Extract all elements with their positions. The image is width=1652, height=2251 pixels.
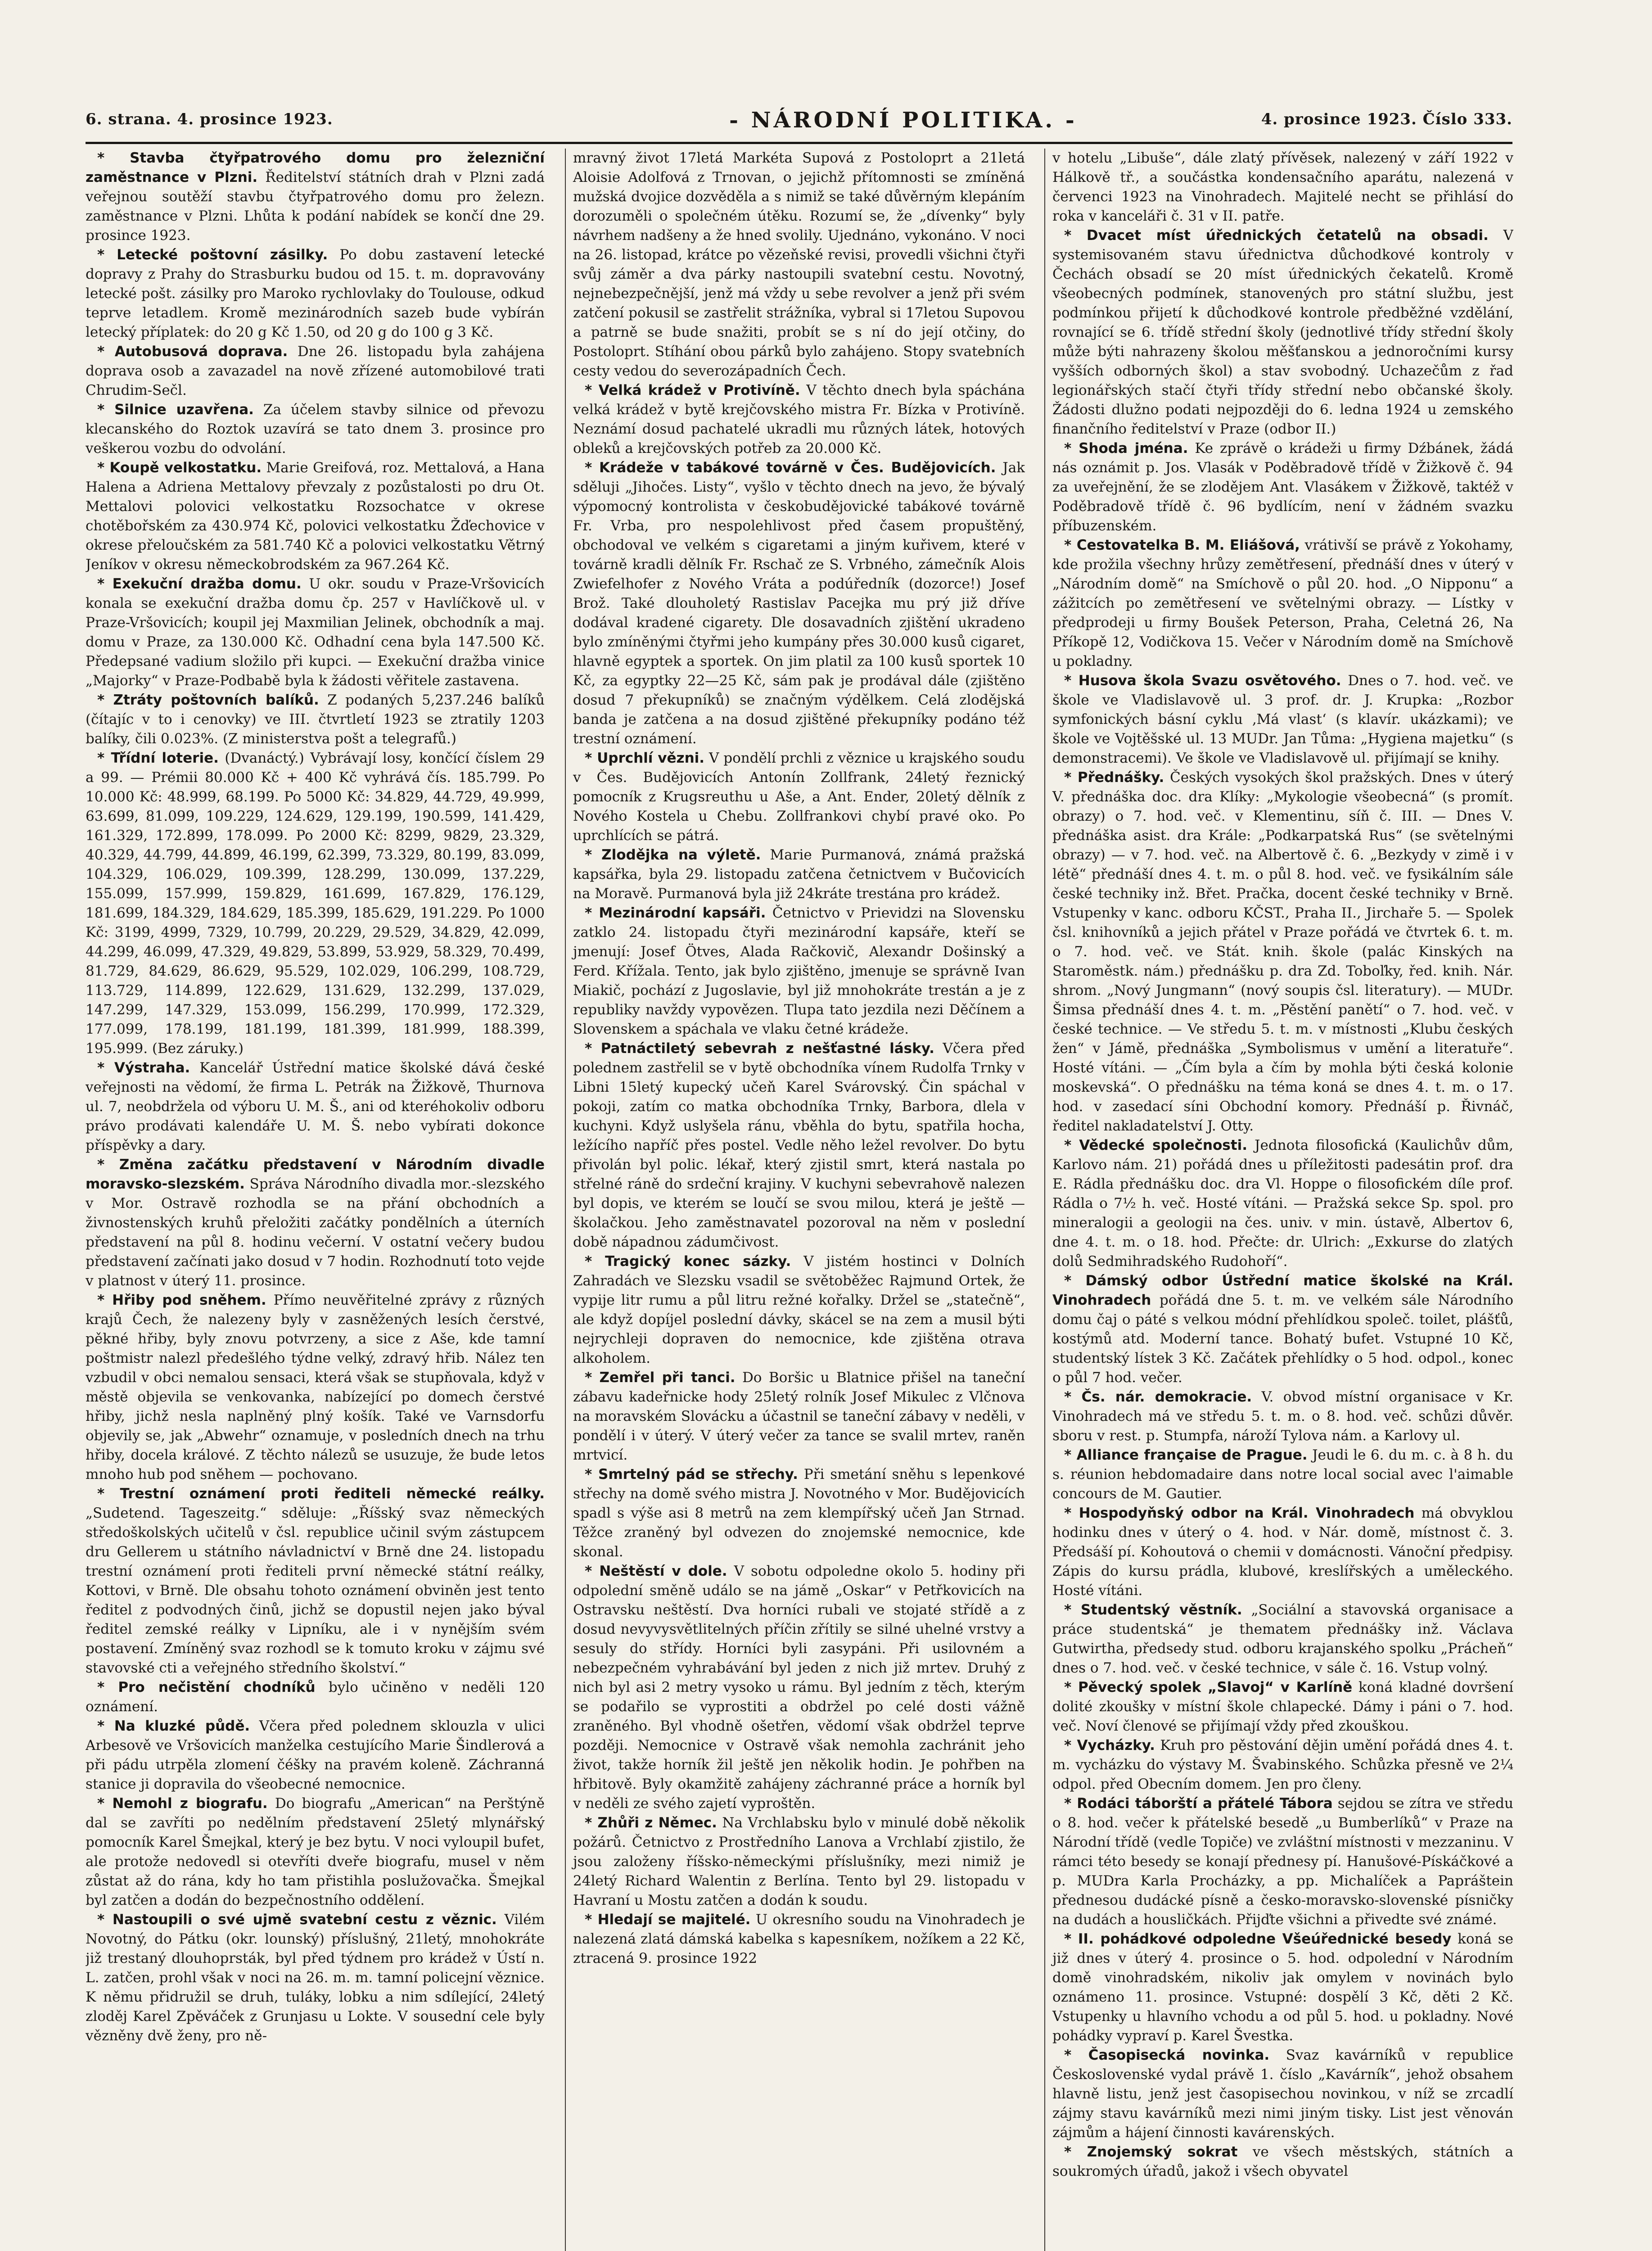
news-item (86, 1155, 545, 1291)
news-item (573, 1252, 1025, 1368)
news-item-body: sejdou se zítra ve středu o 8. hod. večer k přátelské besedě „u Bumberlíků“ v Praze na Národní třídě (vedle Topiče) ve zvláštní místnosti v mezzaninu. V rámci této besedy se konají přednesy pí. Hanušové-Pískáčkové a p. MUDra Karla Procházky, a pp. Michalíček a Papráštein přednesou dudácké písně a česko-moravsko-slovenské písničky na dudách a housličkách. Přijďte všichni a přivedte své známé. (1052, 1795, 1513, 1928)
news-item-headline: * Čs. nár. demokracie. (1064, 1389, 1252, 1405)
news-item (86, 400, 545, 458)
news-item-body: vrátivší se právě z Yokohamy, kde prožila všechny hrůzy zemětřesení, přednáší dnes v úterý v „Národním domě“ na Smíchově o půl 20. hod. „O Nipponu“ a zážitcích po zemětřesení ve světelnými obrazy. — Lístky v předprodeji u firmy Boušek Peterson, Praha, Celetná 26, Na Příkopě 12, Vodičkova 15. Večer v Národním domě na Smíchově u pokladny. (1052, 537, 1513, 669)
news-item-headline: * Mezinárodní kapsáři. (585, 905, 766, 921)
news-item-headline: * Změna začátku představení v Národním divadle moravsko-slezském. (86, 1157, 545, 1192)
news-item (86, 1910, 545, 2046)
news-item-headline: * Smrtelný pád se střechy. (585, 1466, 798, 1483)
news-item-body: „Sociální a stavovská organisace a práce studentská“ je thematem přednášky inž. Václava Gutwirtha, předsedy stud. odboru krajanského spolku „Prácheň“ dnes o 7. hod. več. v české technice, v sále č. 16. Vstup volný. (1052, 1602, 1513, 1676)
news-item-body: Včera před polednem sklouzla v ulici Arbesově ve Vršovicích manželka cestujícího Marie Šindlerová a při pádu utrpěla zlomení čéšky na pravém koleně. Záchranná stanice ji dopravila do všeobecné nemocnice. (86, 1718, 545, 1792)
news-item (573, 1368, 1025, 1465)
news-item-headline: * Husova škola Svazu osvětového. (1064, 673, 1341, 689)
news-item (1052, 1271, 1513, 1388)
page-number-date: 6. strana. 4. prosince 1923. (86, 110, 333, 128)
news-item-headline: * Pěvecký spolek „Slavoj“ v Karlíně (1064, 1679, 1353, 1695)
news-item-headline: * Zhůři z Němec. (585, 1815, 717, 1831)
column-1 (86, 149, 545, 2251)
news-item (1052, 2143, 1513, 2181)
news-item (573, 458, 1025, 749)
news-item (573, 381, 1025, 458)
news-item (86, 574, 545, 691)
news-item-headline: * Alliance française de Prague. (1064, 1447, 1308, 1463)
article-columns (86, 149, 1512, 2251)
news-item (573, 1039, 1025, 1252)
news-item-headline: * Uprchlí vězni. (585, 750, 705, 766)
news-item (1052, 149, 1513, 226)
news-item-headline: * Třídní loterie. (97, 750, 219, 766)
news-item-headline: * Krádeže v tabákové továrně v Čes. Budějovicích. (585, 460, 996, 476)
news-item (86, 149, 545, 245)
news-item-body: Kruh pro pěstování dějin umění pořádá dnes 4. t. m. vycházku do výstavy M. Švabinského. Schůzka přesně ve 2¼ odpol. před Obecním domem. Jen pro členy. (1052, 1737, 1513, 1792)
news-item (1052, 2046, 1513, 2143)
news-item-headline: * Trestní oznámení proti řediteli německé reálky. (97, 1486, 545, 1502)
news-item (86, 691, 545, 749)
news-item-body: „Sudetend. Tageszeitg.“ sděluje: „Říšský svaz německých středoškolských učitelů v čsl. republice učinil svým zástupcem dru Gellerem u státního návladnictví v Brně dne 24. listopadu trestní oznámení proti řediteli první německé státní reálky, Kottovi, v Brně. Dle obsahu tohoto oznámení obviněn jest tento ředitel z podvodných činů, jichž se dopustil nejen jako býval ředitel zemské reálky v Lipníku, ale i v nynějším svém postavení. Zmíněný svaz rozhodl se k tomuto kroku v zájmu své stavovské cti a veřejného středního školství.“ (86, 1505, 545, 1676)
news-item-headline: * Pro nečistění chodníků (97, 1679, 316, 1695)
news-item (1052, 1446, 1513, 1504)
news-item-body: Po dobu zastavení letecké dopravy z Prahy do Strasburku budou od 15. t. m. dopravovány letecké pošt. zásilky pro Maroko rychlovlaky do Toulouse, odkud teprve letadlem. Kromě mezinárodních sazeb bude vybírán letecký příplatek: do 20 g Kč 1.50, od 20 g do 100 g 3 Kč. (86, 247, 545, 340)
news-item-headline: * Znojemský sokrat (1064, 2144, 1238, 2160)
news-item-body: Za účelem stavby silnice od převozu klecanského do Roztok uzavírá se tato dnem 3. prosince pro veškerou vozbu do odvolání. (86, 402, 545, 457)
news-item-headline: * Časopisecká novinka. (1064, 2047, 1270, 2063)
news-item-body: Českých vysokých škol pražských. Dnes v úterý V. přednáška doc. dra Klíky: „Mykologie všeobecná“ (s promít. obrazy) o 7. hod. več. v Klementinu, síň č. III. — Dnes V. přednáška asist. dra Krále: „Podkarpatská Rus“ (se světelnými obrazy) — v 7. hod. več. na Albertově č. 6. „Bezkydy v zimě i v létě“ přednáší dnes 4. t. m. o půl 8. hod. več. ve fysikálním sále české techniky inž. Břet. Pračka, docent české techniky v Brně. Vstupenky v kanc. odboru KČST., Praha II., Jirchaře 5. — Spolek čsl. knihovníků a jejich přátel v Praze pořádá ve čtvrtek 6. t. m. o 7. hod. več. ve Stát. knih. škole (palác Kinských na Staroměstk. nám.) přednášku p. dra Zd. Toboľky, řed. knih. Nár. shrom. „Nový Jungmann“ (nový soupis čsl. literatury). — MUDr. Šimsa přednáší dnes 4. t. m. „Pěstění panětí“ o 7. hod. več. v české technice. — Ve středu 5. t. m. v místnosti „Klubu českých žen“ v Jámě, přednáška „Symbolismus v umění a literatuře“. Hosté vítáni. — „Čím byla a čím by mohla býti česká kolonie moskevská“. O přednášku na téma koná se dnes 4. t. m. o 17. hod. v zasedací síni Obchodní komory. Přednáší p. Řivnáč, ředitel nakladatelství J. Otty. (1052, 769, 1513, 1134)
news-item (573, 904, 1025, 1039)
news-item (573, 149, 1025, 381)
news-item (573, 1465, 1025, 1562)
news-item (1052, 1930, 1513, 2046)
news-item-body: Včera před polednem zastřelil se v bytě obchodníka vínem Rudolfa Trnky v Libni 15letý kupecký učeň Karel Svárovský. Čin spáchal v pokoji, zatím co matka obchodníka Trnky, Barbora, dlela v kuchyni. Když uslyšela ránu, vběhla do bytu, spatřila hocha, ležícího napříč přes postel. Vedle něho ležel revolver. Do bytu přivolán byl polic. lékař, který zjistil smrt, která nastala po střelné ráně do srdeční krajiny. V kuchyni sebevrahově nalezen byl dopis, ve kterém se loučí se svou milou, která je ještě — školačkou. Jeho zaměstnavatel pozoroval na něm v poslední době nápadnou zádumčivost. (573, 1040, 1025, 1250)
news-item-headline: * Autobusová doprava. (97, 344, 288, 360)
news-item-headline: * Patnáctiletý sebevrah z nešťastné lásky. (585, 1040, 934, 1057)
news-item-body: Jeudi le 6. du m. c. à 8 h. du s. réunion hebdomadaire dans notre local social avec l'aimable concours de M. Gautier. (1052, 1447, 1513, 1502)
news-item-body: U okresního soudu na Vinohradech je nalezená zlatá dámská kabelka s kapesníkem, nožíkem a 22 Kč, ztracená 9. prosince 1922 (573, 1912, 1025, 1966)
news-item-headline: * Velká krádež v Protivíně. (585, 382, 800, 398)
news-item-headline: * Ztráty poštovních balíků. (97, 692, 319, 708)
news-item-body: V systemisovaném stavu úřednictva důchodkové kontroly v Čechách obsadí se 20 míst úřednických čekatelů. Kromě všeobecných podmínek, stanovených pro státní službu, jest podmínkou přijetí k důchodkové kontrole předběžné vzdělání, rovnající se 6. třídě střední školy (jednotlivé třídy střední školy může býti nahrazeny školou měšťanskou a jednoročními kursy vyšších odborných škol) a stav svobodný. Uchazečům z řad legionářských stačí čtyři třídy střední nebo občanské školy. Žádosti dlužno podati nejpozději do 6. ledna 1924 u zemského finančního ředitelství v Praze (odbor II.) (1052, 227, 1513, 437)
page-header (86, 106, 1512, 144)
news-item-body: V jistém hostinci v Dolních Zahradách ve Slezsku vsadil se světoběžec Rajmund Ortek, že vypije litr rumu a půl litru režné kořalky. Držel se „statečně“, ale když dopíjel poslední dávky, skácel se na zem a musil býti nejrychleji dopraven do nemocnice, kde zjištěna otrava alkoholem. (573, 1253, 1025, 1366)
news-item (573, 1910, 1025, 1968)
news-item-headline: * Silnice uzavřena. (97, 402, 254, 418)
news-item-body: V. obvod místní organisace v Kr. Vinohradech má ve středu 5. t. m. o 8. hod. več. schůzi důvěr. sboru v rest. p. Stumpfa, nároží Tylova nám. a Karlovy ul. (1052, 1389, 1513, 1444)
news-item-headline: * Dvacet míst úřednických četatelů na obsadi. (1064, 227, 1489, 244)
news-item (1052, 671, 1513, 768)
news-item-headline: * Na kluzké půdě. (97, 1718, 250, 1734)
news-item-body: Do biografu „American“ na Perštýně dal se zavříti po nedělním představení 25letý mlynářský pomocník Karel Šmejkal, který je bez bytu. V noci vyloupil bufet, ale protože nedovedl si otevříti dveře biografu, musel v něm zůstat až do rána, kdy ho tam přistihla poslužovačka. Šmejkal byl zatčen a dodán do bezpečnostního oddělení. (86, 1795, 545, 1908)
news-item-headline: * Vycházky. (1064, 1737, 1155, 1754)
news-item-body: Jednota filosofická (Kaulichův dům, Karlovo nám. 21) pořádá dnes u příležitosti padesátin prof. dra E. Rádla přednášku doc. dra Vl. Hoppe o filosofickém díle prof. Rádla o 7½ h. več. Hosté vítáni. — Pražská sekce Sp. spol. pro mineralogii a geologii na čes. univ. v min. ústavě, Albertov 6, dne 4. t. m. o 18. hod. Přečte: dr. Ulrich: „Exkurse do zlatých dolů Sedmihradského Rudohoří“. (1052, 1137, 1513, 1270)
news-item-body: koná se již dnes v úterý 4. prosince o 5. hod. odpolední v Národním domě vinohradském, nikoliv jak omylem v novinách bylo oznámeno 11. prosince. Vstupné: dospělí 3 Kč, děti 2 Kč. Vstupenky u hlavního vchodu a od půl 5. hod. u pokladny. Nové pohádky vypraví p. Karel Švestka. (1052, 1931, 1513, 2044)
news-item-body: Ke zprávě o krádeži u firmy Dźbánek, žádá nás oznámit p. Jos. Vlasák v Poděbradově třídě v Žižkově č. 94 za uveřejnění, že se zlodějem Ant. Vlasákem v Žižkově, taktéž v Poděbradově třídě č. 96 bydlícím, není v žádném svazku příbuzenském. (1052, 440, 1513, 534)
news-item-headline: * Studentský věstník. (1064, 1602, 1242, 1618)
news-item-body: koná kladné dovršení dolité zkoušky v místní škole chlapecké. Dámy i páni o 7. hod. več. Noví členové se přijímají vždy před zkouškou. (1052, 1679, 1513, 1734)
news-item-body: Jak sděluji „Jihočes. Listy“, vyšlo v těchto dnech na jevo, že bývalý výpomocný kontrolista v českobudějovické tabákové továrně Fr. Vrba, pro nespolehlivost před časem propuštěný, obchodoval ve velkém s cigaretami a jiným kuřivem, které v továrně kradli dělník Fr. Rschač ze S. Vrbného, zámečník Alois Zwiefelhofer z Nového Vráta a podúředník (dozorce!) Josef Brož. Také dlouholetý Rastislav Pacejka mu prý již dříve dodával kradené cigarety. Dle dosavadních zjištění ukradeno bylo zmíněnými čtyřmi jeho kumpány přes 30.000 kusů cigaret, hlavně egyptek a sportek. On jim platil za 100 kusů sportek 10 Kč, za egyptky 22—25 Kč, sám pak je prodával dále (zjištěno dosud 7 překupníků) se značným výdělkem. Celá zlodějská banda je zatčena a na dosud zjištěné překupníky podáno též trestní oznámení. (573, 460, 1025, 747)
news-item-body: pořádá dne 5. t. m. ve velkém sále Národního domu čaj o páté s velkou módní přehlídkou společ. toilet, plášťů, kostýmů atd. Moderní tance. Bohatý bufet. Vstupné 10 Kč, studentský lístek 3 Kč. Začátek přehlídky o 5 hod. odpol., konec o půl 7 hod. večer. (1052, 1292, 1513, 1386)
newspaper-title: - NÁRODNÍ POLITIKA. - (729, 108, 1077, 133)
news-item-headline: * Dámský odbor Ústřední matice školské na Král. Vinohradech (1052, 1273, 1513, 1308)
news-item-headline: * Koupě velkostatku. (97, 460, 262, 476)
news-item-body: Ředitelství státních drah v Plzni zadá veřejnou soutěží stavbu čtyřpatrového domu pro železn. zaměstnance v Plzni. Lhůta k podání nabídek se končí dne 29. prosince 1923. (86, 169, 545, 244)
news-item-headline: * Stavba čtyřpatrového domu pro železniční zaměstnance v Plzni. (86, 150, 545, 185)
news-item-body: mravný život 17letá Markéta Supová z Postoloprt a 21letá Aloisie Adolfová z Trnovan, o jejichž přítomnosti se zmíněná mužská dvojice dozvěděla a s nimiž se také důvěrným klepáním dorozuměli o společném útěku. Rozumí se, že „dívenky“ byly návrhem nadšeny a že hned svolily. Ujednáno, vykonáno. V noci na 26. listopad, krátce po vězeňské revisi, provedli všichni čtyři svůj záměr a dva párky nastoupili svatební cestu. Novotný, nejnebezpečnější, jenž má vždy u sebe revolver a jenž při svém zatčení pokusil se zastřelit strážníka, vybral si 17letou Supovou a patrně se bude snažiti, probít se s ní do její otčiny, do Postoloprt. Stíhání obou párků bylo zahájeno. Stopy svatebních cesty vedou do severozápadních Čech. (573, 150, 1025, 379)
news-item-body: Dne 26. listopadu byla zahájena doprava osob a zavazadel na nově zřízené automobilové trati Chrudim-Sečl. (86, 344, 545, 398)
news-item-headline: * Exekuční dražba domu. (97, 576, 302, 592)
news-item-body: Při smetání sněhu s lepenkové střechy na domě svého mistra J. Novotného v Mor. Budějovicích spadl s výše asi 8 metrů na zem klempířský učeň Jan Strnad. Těžce zraněný byl odvezen do znojemské nemocnice, kde skonal. (573, 1466, 1025, 1560)
news-item (1052, 768, 1513, 1136)
news-item (573, 749, 1025, 845)
news-item-body: V pondělí prchli z věznice u krajského soudu v Čes. Budějovicích Antonín Zollfrank, 24letý řeznický pomocník z Krugsreuthu u Aše, a Ant. Ender, 20letý dělník z Nového Kostela u Chebu. Zollfrankovi chybí pravé oko. Po uprchlících se pátrá. (573, 750, 1025, 844)
news-item-body: Správa Národního divadla mor.-slezského v Mor. Ostravě rozhodla se na přání obchodních a živnostenských kruhů přeložiti začátky pondělních a úterních představení na půl 8. hodinu večerní. V ostatní večery budou představení začínati jako dosud v 7 hodin. Rozhodnutí toto vejde v platnost v úterý 11. prosince. (86, 1176, 545, 1289)
news-item-headline: * Tragický konec sázky. (585, 1253, 791, 1270)
news-item-headline: * Zemřel při tanci. (585, 1370, 736, 1386)
news-item-body: bylo učiněno v neděli 120 oznámení. (86, 1679, 545, 1715)
news-item-headline: * Výstraha. (97, 1060, 190, 1076)
news-item (1052, 1736, 1513, 1794)
news-item-body: (Dvanáctý.) Vybrávají losy, končící číslem 29 a 99. — Prémii 80.000 Kč + 400 Kč vyhrává čís. 185.799. Po 10.000 Kč: 48.999, 68.199. Po 5000 Kč: 34.829, 44.729, 49.999, 63.699, 81.099, 109.229, 124.629, 129.199, 190.599, 141.429, 161.329, 172.899, 178.099. Po 2000 Kč: 8299, 9829, 23.329, 40.329, 44.799, 44.899, 46.199, 62.399, 73.329, 80.199, 83.099, 104.329, 106.029, 109.399, 128.299, 130.099, 137.229, 155.099, 157.999, 159.829, 161.699, 167.829, 176.129, 181.699, 184.329, 184.629, 185.399, 185.629, 191.229. Po 1000 Kč: 3199, 4999, 7329, 10.799, 20.229, 29.529, 34.829, 42.099, 44.299, 46.099, 47.329, 49.829, 53.899, 53.929, 58.329, 70.499, 81.729, 84.629, 86.629, 95.529, 102.029, 106.299, 108.729, 113.729, 114.899, 122.629, 131.629, 132.299, 137.029, 147.299, 147.329, 153.099, 156.299, 170.999, 172.329, 177.099, 178.199, 181.199, 181.399, 181.999, 188.399, 195.999. (Bez záruky.) (86, 750, 545, 1057)
news-item (1052, 1136, 1513, 1271)
news-item-headline: * Hledají se majitelé. (585, 1912, 751, 1928)
news-item-headline: * Přednášky. (1064, 769, 1165, 786)
column-2 (565, 149, 1025, 2251)
news-item (86, 1484, 545, 1678)
news-item-body: Svaz kavárníků v republice Československé vydal právě 1. číslo „Kavárník“, jehož obsahem hlavně listu, jenž jest časopisechou novinkou, v níž se zrcadlí zájmy stavu kavárníků mezi nimi jiným tisky. List jest věnován zájmům a hájení činnosti kavárenských. (1052, 2047, 1513, 2141)
news-item (86, 245, 545, 342)
news-item (1052, 1794, 1513, 1930)
news-item (86, 1291, 545, 1484)
news-item (1052, 1504, 1513, 1600)
news-item-headline: * Neštěstí v dole. (585, 1563, 727, 1579)
news-item-body: Marie Greifová, roz. Mettalová, a Hana Halena a Adriena Mettalovy převzaly z pozůstalosti po dru Ot. Mettalovi polovici velkostatku Rozsochatce v okrese chotěbořském za 430.974 Kč, polovici velkostatku Žďechovice v okrese přeloučském za 581.740 Kč a polovici velkostatku Větrný Jeníkov v okresu německobrodském za 967.264 Kč. (86, 460, 545, 573)
news-item (573, 845, 1025, 904)
news-item (86, 458, 545, 574)
news-item (86, 1794, 545, 1910)
news-item (1052, 439, 1513, 536)
news-item-headline: * Nemohl z biografu. (97, 1795, 268, 1812)
issue-number-date: 4. prosince 1923. Číslo 333. (1261, 110, 1512, 128)
news-item-headline: * Letecké poštovní zásilky. (97, 247, 328, 263)
news-item-body: V těchto dnech byla spáchána velká krádež v bytě krejčovského mistra Fr. Bízka v Protivíně. Neznámí dosud pachatelé ukradli mu různých látek, hotových obleků a krejčovských potřeb za 20.000 Kč. (573, 382, 1025, 457)
news-item-body: U okr. soudu v Praze-Vršovicích konala se exekuční dražba domu čp. 257 v Havlíčkově ul. v Praze-Vršovicích; koupil jej Maxmilian Jelinek, obchodník a maj. domu v Praze, za 130.000 Kč. Odhadní cena byla 147.500 Kč. Předepsané vadium složilo při kupci. — Exekuční dražba vinice „Majorky“ v Praze-Podbabě byla k žádosti věřitele zastavena. (86, 576, 545, 689)
news-item (86, 342, 545, 400)
news-item (1052, 1678, 1513, 1736)
news-item (1052, 1600, 1513, 1678)
column-3 (1044, 149, 1513, 2251)
news-item (86, 749, 545, 1058)
news-item-headline: * Rodáci táborští a přátelé Tábora (1064, 1795, 1333, 1812)
news-item-body: Na Vrchlabsku bylo v minulé době několik požárů. Četnictvo z Prostředního Lanova a Vrchlabí zjistilo, že jsou založeny říšsko-německými příslušníky, mezi nimiž je 24letý Richard Walentin z Berlína. Tento byl 29. listopadu v Havraní u Mostu zatčen a dodán k soudu. (573, 1815, 1025, 1908)
news-item-headline: * Shoda jména. (1064, 440, 1188, 457)
news-item-body: má obvyklou hodinku dnes v úterý o 4. hod. v Nár. domě, místnost č. 3. Předsáší pí. Kohoutová o chemii v domácnosti. Vánoční předpisy. Zápis do kursu prádla, klubové, kreslířských a uměleckého. Hosté vítáni. (1052, 1505, 1513, 1599)
news-item-body: ve všech městských, státních a soukromých úřadů, jakož i všech obyvatel (1052, 2144, 1513, 2179)
news-item-body: Vilém Novotný, do Pátku (okr. lounský) příslušný, 21letý, mnohokráte již trestaný dlouhoprsták, byl před týdnem pro krádež v Ústí n. L. zatčen, prohl však v noci na 26. m. m. tamní policejní věznice. K němu přidružil se druh, tuláky, lobku a nim sdílející, 24letý zloděj Karel Zpěváček z Grunjasu u Lokte. V sousední cele byly vězněny dvě ženy, pro ně- (86, 1912, 545, 2044)
news-item-headline: * Cestovatelka B. M. Eliášová, (1064, 537, 1300, 553)
news-item (1052, 536, 1513, 671)
news-item (1052, 226, 1513, 439)
news-item (573, 1813, 1025, 1910)
news-item-body: Z podaných 5,237.246 balíků (čítajíc v to i cenovky) ve III. čtvrtletí 1923 se ztratily 1203 balíky, čili 0.023%. (Z ministerstva pošt a telegrafů.) (86, 692, 545, 747)
news-item-body: Kancelář Ústřední matice školské dává české veřejnosti na vědomí, že firma L. Petrák na Žižkově, Thurnova ul. 7, neobdržela od výboru U. M. Š., ani od kteréhokoliv odboru právo prodávati kalendáře U. M. Š. nebo vybírati dokonce příspěvky a dary. (86, 1060, 545, 1153)
news-item-body: V sobotu odpoledne okolo 5. hodiny při odpolední směně událo se na jámě „Oskar“ v Petřkovicích na Ostravsku neštěstí. Dva horníci rubali ve stojaté střídě a z dosud nevyvysvětlitelných příčin zřítily se silné uhelné vrstvy a sesuly do střídy. Horníci byli zasypáni. Při usilovném a nebezpečném vyhrabávání byl jeden z nich již mrtev. Druhý z nich byl asi 2 metry vysoko u rámu. Byl jedním z těch, kterým se podařilo se vyprostiti a obdržel po celé dosti vážně zraněného. Byl vhodně ošetřen, vědomí však obdržel teprve později. Nemocnice v Ostravě však nemohla zachránit jeho život, takže horník žil ještě jen několik hodin. Je pohřben na hřbitově. Byly okamžitě zahájeny záchranné práce a horník byl v neděli ze svého zajetí vyproštěn. (573, 1563, 1025, 1812)
news-item (86, 1058, 545, 1155)
news-item-body: Marie Purmanová, známá pražská kapsářka, byla 29. listopadu zatčena četnictvem v Bučovicích na Moravě. Purmanová byla již 24kráte trestána pro krádež. (573, 847, 1025, 902)
news-item (573, 1562, 1025, 1813)
news-item (86, 1717, 545, 1794)
news-item-headline: * Hřiby pod sněhem. (97, 1292, 266, 1308)
news-item-body: v hotelu „Libuše“, dále zlatý přívěsek, nalezený v září 1922 v Hálkově tř., a součástka kondensačního aparátu, nalezená v červenci 1923 na Vinohradech. Majitelé necht se přihlásí do roka v kanceláři č. 31 v II. patře. (1052, 150, 1513, 224)
news-item-body: Do Boršic u Blatnice přišel na taneční zábavu kadeřnicke hody 25letý rolník Josef Mikulec z Vlčnova na moravském Slovácku a účastnil se taneční zábavy v neděli, v pondělí i v úterý. V úterý večer za tance se svalil mrtev, raněn mrtvicí. (573, 1370, 1025, 1463)
news-item-headline: * Nastoupili o své ujmě svatební cestu z věznic. (97, 1912, 497, 1928)
news-item-body: Četnictvo v Prievidzi na Slovensku zatklo 24. listopadu čtyři mezinárodní kapsáře, kteří se jmenují: Josef Ötves, Alada Račkovič, Alexandr Došinský a Ferd. Křížala. Tento, jak bylo zjištěno, jmenuje se správně Ivan Miakič, pochází z Jugoslavie, byl již mnohokráte trestán a je z republiky navždy vypovězen. Tlupa tato jezdila nezi Děčínem a Slovenskem a spáchala ve vlaku četné krádeže. (573, 905, 1025, 1037)
news-item-body: Dnes o 7. hod. več. ve škole ve Vladislavově ul. 3 prof. dr. J. Krupka: „Rozbor symfonických básní cyklu ‚Má vlast‘ (s klavír. ukázkami); ve škole ve Vojtěšské ul. 13 MUDr. Jan Tůma: „Hygiena majetku“ (s demonstracemi). Ve škole ve Vladislavově ul. přijímají se knihy. (1052, 673, 1513, 766)
news-item-headline: * Hospodyňský odbor na Král. Vinohradech (1064, 1505, 1415, 1521)
news-item-headline: * II. pohádkové odpoledne Všeúřednické besedy (1064, 1931, 1452, 1947)
news-item-headline: * Zlodějka na výletě. (585, 847, 761, 863)
news-item-body: Přímo neuvěřitelné zprávy z různých krajů Čech, že nalezeny byly v zasněžených lesích čerstvé, pěkné hřiby, byly znovu potvrzeny, a sice z Aše, kde tamní poštmistr nalezl předešlého týdne velký, zdravý hřib. Nález ten vzbudil v obci nemalou sensaci, která však se stupňovala, když v městě objevila se venkovanka, nabízející po domech čerstvé hřiby, jichž nesla naplněný plný košík. Také ve Varnsdorfu objevily se, jak „Abwehr“ oznamuje, v posledních dnech na trhu hřiby, docela králové. Z těchto nálezů se usuzuje, že bude letos mnoho hub pod sněhem — pochovano. (86, 1292, 545, 1483)
news-item-headline: * Vědecké společnosti. (1064, 1137, 1247, 1153)
news-item (1052, 1388, 1513, 1446)
news-item (86, 1678, 545, 1717)
